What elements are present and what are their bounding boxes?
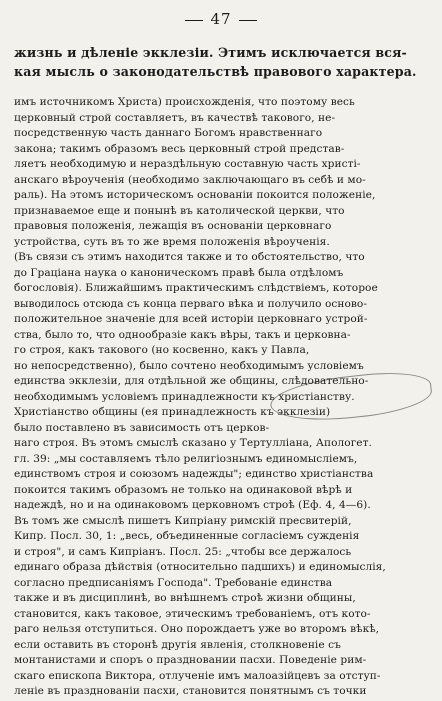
body-text-line: устройства, суть въ то же время положенія вѣроученія. xyxy=(14,235,330,248)
body-text-line: правовыя положенія, лежащія въ основаніи церковнаго xyxy=(14,220,332,232)
body-text-line: до Граціана наука о каноническомъ правѣ была отдѣломъ xyxy=(14,266,344,279)
body-text-line: также и въ дисциплинѣ, во внѣшнемъ строѣ жизни общины, xyxy=(14,592,356,604)
body-text-line: выводилось отсюда съ конца перваго вѣка и получило осново- xyxy=(14,297,367,310)
body-text-line: ства, было то, что однообразіе какъ вѣры, такъ и церковна- xyxy=(14,328,351,341)
body-text-line: но непосредственно), было сочтено необходимымъ условіемъ xyxy=(14,359,364,372)
body-text-line: го строя, какъ такового (но косвенно, какъ у Павла, xyxy=(14,344,310,356)
lead-text-line: жизнь и дѣленіе экклезіи. Этимъ исключается вся- xyxy=(14,45,407,60)
body-text-line: наго строя. Въ этомъ смыслѣ сказано у Тертулліана, Апологет. xyxy=(14,437,372,449)
body-text-line: единаго образа дѣйствія (относительно падшихъ) и единомыслія, xyxy=(14,561,386,573)
body-text-line: ляетъ необходимую и нераздѣльную составную часть христі- xyxy=(14,158,361,170)
body-text-line: если оставить въ сторонѣ другія явленія, столкновеніе съ xyxy=(14,638,341,651)
body-text-line: анскаго вѣроученія (необходимо заключающаго въ себѣ и мо- xyxy=(14,173,366,186)
body-text-line: положительное значеніе для всей исторіи церковнаго устрой- xyxy=(14,313,368,325)
body-text-line: необходимымъ условіемъ принадлежности къ христіанству. xyxy=(14,390,355,403)
body-text-line: признаваемое еще и понынѣ въ католической церкви, что xyxy=(14,204,345,217)
body-text-line: имъ источникомъ Христа) происхожденія, что поэтому весь xyxy=(14,96,355,108)
body-text-line: становится, какъ таковое, этическимъ требованіемъ, отъ кото- xyxy=(14,607,371,620)
body-text-line: гл. 39: „мы составляемъ тѣло религіознымъ единомысліемъ, xyxy=(14,452,358,465)
body-text-line: единства экклезіи, для отдѣльной же общины, слѣдовательно- xyxy=(14,375,369,387)
body-text-line: монтанистами и споръ о праздновании пасхи. Поведеніе рим- xyxy=(14,654,367,666)
body-text-line: скаго епископа Виктора, отлученіе имъ малоазійцевъ за отступ- xyxy=(14,669,381,682)
body-text-line: церковный строй составляетъ, въ качествѣ такового, не- xyxy=(14,111,336,124)
body-text-line: (Въ связи съ этимъ находится также и то обстоятельство, что xyxy=(14,251,365,263)
body-text-line: единствомъ строя и союзомъ надежды"; единство христіанства xyxy=(14,468,374,480)
lead-text-line: кая мысль о законодательствѣ правового характера. xyxy=(14,64,417,79)
body-text-line: закона; такимъ образомъ весь церковный строй представ- xyxy=(14,142,345,155)
lead-paragraph xyxy=(14,43,430,81)
body-text-line: раго нельзя отступиться. Оно порождаетъ уже во второмъ вѣкѣ, xyxy=(14,623,380,635)
body-text-line: надеждѣ, но и на одинаковомъ церковномъ строѣ (Еф. 4, 4—6). xyxy=(14,499,371,511)
header-dash-right xyxy=(239,20,257,21)
body-text-line: раль). На этомъ историческомъ основаніи покоится положеніе, xyxy=(14,189,376,201)
page-number: 47 xyxy=(210,10,232,28)
body-text-line: Христіанство общины (ея принадлежность къ экклезіи) xyxy=(14,406,331,418)
body-text-line: и строя", и самъ Кипріанъ. Посл. 25: „чтобы все держалось xyxy=(14,545,352,558)
body-text-line: согласно предписаніямъ Господа". Требованіе единства xyxy=(14,576,333,589)
body-text-line: богословія). Ближайшимъ практическимъ слѣдствіемъ, которое xyxy=(14,282,378,294)
body-text-line: было поставлено въ зависимость отъ церков- xyxy=(14,421,270,434)
body-text-line: покоится такимъ образомъ не только на одинаковой вѣрѣ и xyxy=(14,483,353,496)
page-header xyxy=(0,10,442,28)
body-text-line: Въ томъ же смыслѣ пишетъ Кипріану римскій пресвитерій, xyxy=(14,514,352,527)
body-paragraph xyxy=(14,95,434,700)
body-text-line: посредственную часть даннаго Богомъ нравственнаго xyxy=(14,127,323,139)
header-dash-left xyxy=(185,20,203,21)
body-text-line: леніе въ празднованіи пасхи, становится понятнымъ съ точки xyxy=(14,685,367,697)
body-text-line: Кипр. Посл. 30, 1: „весь, объединенные согласіемъ сужденія xyxy=(14,530,360,542)
